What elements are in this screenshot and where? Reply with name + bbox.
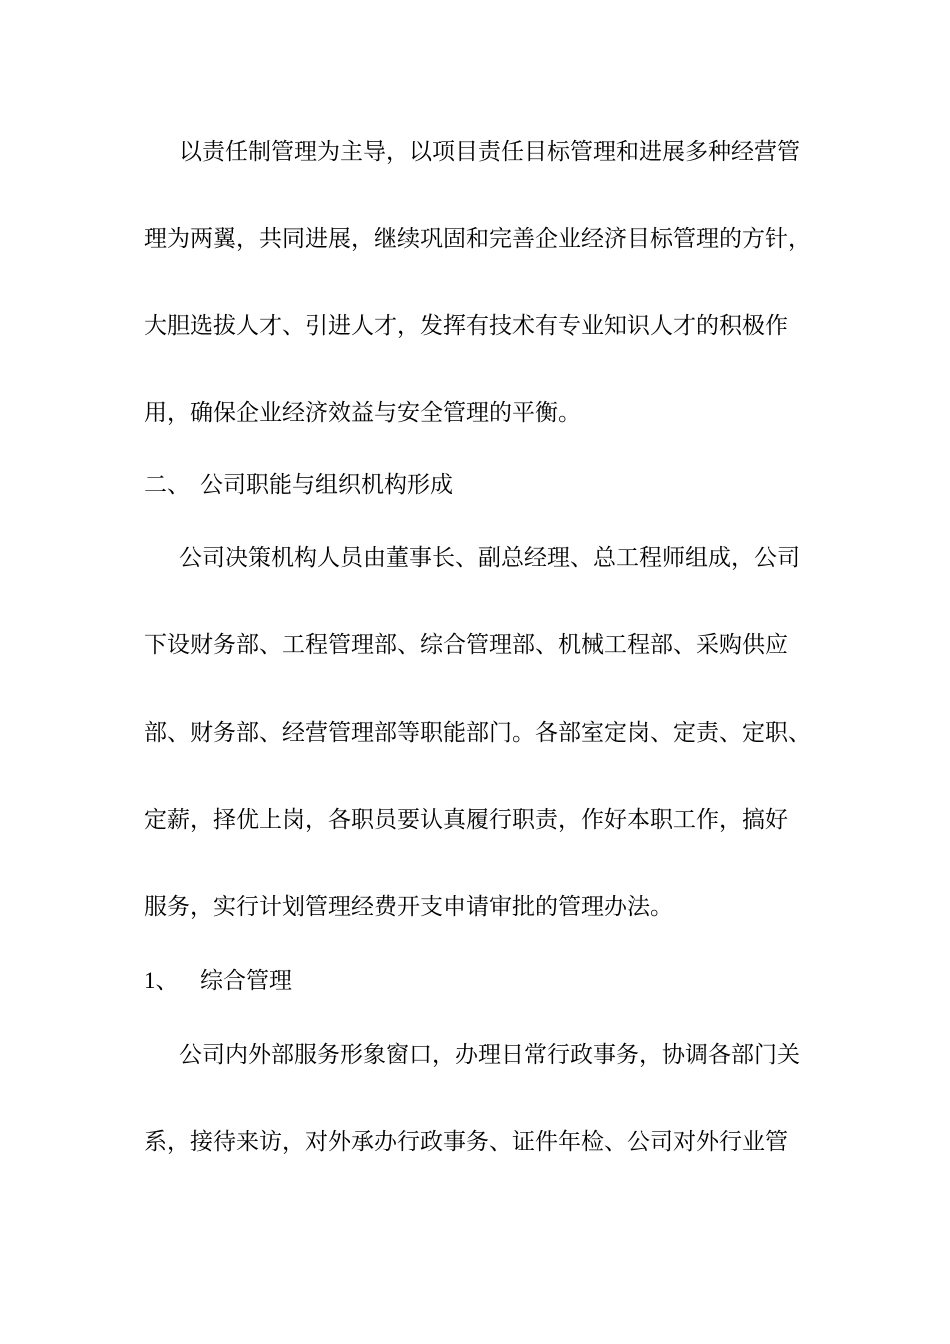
paragraph-line: 用，确保企业经济效益与安全管理的平衡。 (144, 400, 581, 426)
section-number: 二、 (144, 472, 190, 498)
paragraph-line: 大胆选拔人才、引进人才，发挥有技术有专业知识人才的积极作 (144, 313, 788, 339)
paragraph-line: 服务，实行计划管理经费开支申请审批的管理办法。 (144, 894, 673, 920)
subsection-title: 综合管理 (200, 968, 292, 994)
paragraph-line: 系，接待来访，对外承办行政事务、证件年检、公司对外行业管 (144, 1129, 788, 1155)
paragraph-line: 以责任制管理为主导，以项目责任目标管理和进展多种经营管 (179, 139, 800, 165)
paragraph-line: 理为两翼，共同进展，继续巩固和完善企业经济目标管理的方针， (144, 226, 811, 252)
paragraph-line: 公司决策机构人员由董事长、副总经理、总工程师组成，公司 (179, 545, 800, 571)
section-title: 公司职能与组织机构形成 (200, 472, 453, 498)
paragraph-line: 部、财务部、经营管理部等职能部门。各部室定岗、定责、定职、 (144, 720, 811, 746)
paragraph-line: 公司内外部服务形象窗口，办理日常行政事务，协调各部门关 (179, 1042, 800, 1068)
paragraph-line: 下设财务部、工程管理部、综合管理部、机械工程部、采购供应 (144, 632, 788, 658)
paragraph-line: 定薪，择优上岗，各职员要认真履行职责，作好本职工作，搞好 (144, 807, 788, 833)
subsection-number: 1、 (144, 968, 179, 993)
